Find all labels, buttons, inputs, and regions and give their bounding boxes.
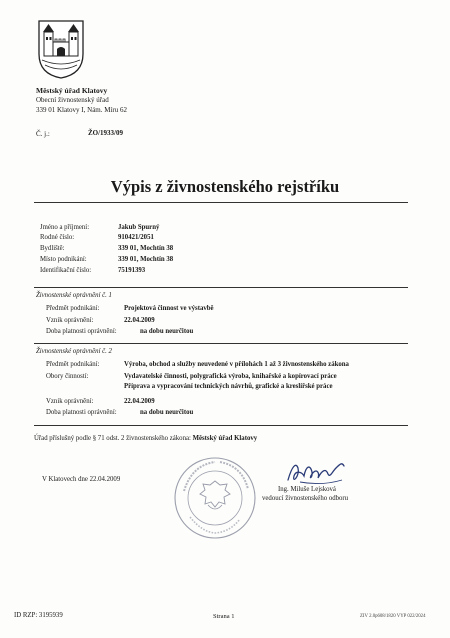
competent-office-note [34,435,257,442]
office-name: Městský úřad Klatovy [36,86,108,95]
town-crest-icon [36,18,86,80]
form-code: ZIV 2.0p608/1820 VYP 022/2024 [360,614,426,619]
rzp-id: ID RZP: 3195939 [14,612,63,619]
divider [34,287,408,288]
id-number-value: 75191393 [118,267,146,274]
office-department: Obecní živnostenský úřad [36,96,109,104]
name-value: Jakub Spurný [118,224,160,231]
business-place-label: Místo podnikání: [40,256,87,263]
residence-label: Bydliště: [40,245,65,252]
id-number-label: Identifikační číslo: [40,267,92,274]
divider [34,343,408,344]
divider [34,425,408,426]
birth-number-label: Rodné číslo: [40,234,75,241]
reference-number: ŽO/1933/09 [88,129,124,137]
birth-number-value: 910421/2051 [118,234,154,241]
license-2-subject-value: Výroba, obchod a služby neuvedené v přílohách 1 až 3 živnostenského zákona [124,361,349,368]
name-label: Jméno a příjmení: [40,224,90,231]
license-1-validity-label: Doba platnosti oprávnění: [46,328,117,335]
license-2-subject-label: Předmět podnikání: [46,361,100,368]
license-2-origin-label: Vznik oprávnění: [46,398,94,405]
competent-office-text: Úřad příslušný podle § 71 odst. 2 živnostenského zákona: [34,435,191,442]
signer-title: vedoucí živnostenského odboru [262,495,349,502]
license-2-origin-value: 22.04.2009 [124,398,155,405]
license-2-validity-value: na dobu neurčitou [140,409,194,416]
reference-label: Č. j.: [36,130,50,138]
signer-name: Ing. Miluše Lejsková [278,486,336,493]
office-address: 339 01 Klatovy I, Nám. Míru 62 [36,106,127,114]
handwritten-signature-icon [282,458,352,488]
business-place-value: 339 01, Mochtín 38 [118,256,174,263]
place-and-date: V Klatovech dne 22.04.2009 [42,476,121,483]
license-2-validity-label: Doba platnosti oprávnění: [46,409,117,416]
license-2-field-2: Příprava a vypracování technických návrhů, grafické a kreslířské práce [124,383,333,390]
page-number: Strana 1 [213,613,235,620]
license-1-subject-label: Předmět podnikání: [46,305,100,312]
license-1-origin-value: 22.04.2009 [124,317,155,324]
license-1-title: Živnostenské oprávnění č. 1 [36,292,112,299]
license-1-validity-value: na dobu neurčitou [140,328,194,335]
license-2-fields-label: Obory činností: [46,373,89,380]
divider [34,202,408,203]
license-1-origin-label: Vznik oprávnění: [46,317,94,324]
competent-office-name: Městský úřad Klatovy [192,435,258,442]
document-title: Výpis z živnostenského rejstříku [110,177,340,196]
license-2-field-1: Vydavatelské činnosti, polygrafická výroba, knihařské a kopírovací práce [124,373,337,380]
official-stamp-icon [172,455,258,541]
license-2-title: Živnostenské oprávnění č. 2 [36,348,112,355]
license-1-subject-value: Projektová činnost ve výstavbě [124,305,214,312]
residence-value: 339 01, Mochtín 38 [118,245,174,252]
